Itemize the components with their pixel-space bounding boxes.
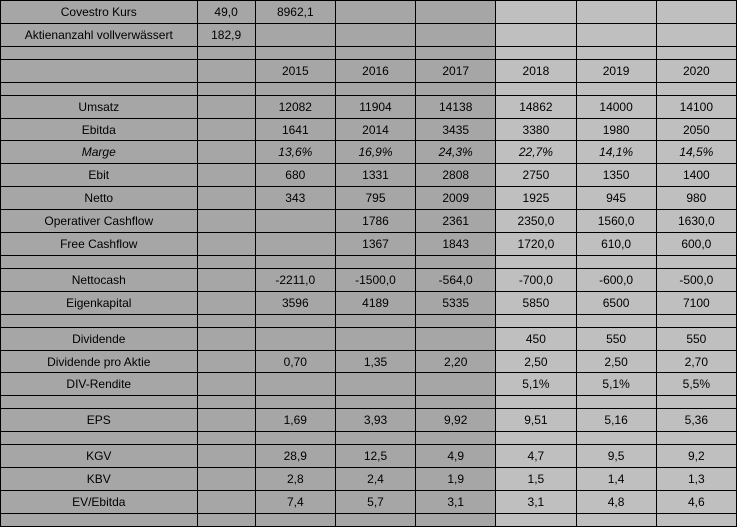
cell-eps-c5[interactable]: 9,51 [496,409,576,432]
row-spacer-6 [1,432,737,445]
cell-kgv-c6[interactable]: 9,5 [576,445,656,468]
cell-ebitda-c4[interactable]: 3435 [416,118,496,141]
cell-dividende-c6[interactable]: 550 [576,327,656,350]
cell-spacer-5-c2[interactable] [255,396,335,409]
row-marge [1,141,737,164]
cell-ebitda-c3[interactable]: 2014 [335,118,415,141]
cell-spacer-1-c6[interactable] [576,46,656,59]
row-kgv [1,445,737,468]
cell-ev-ebitda-c2[interactable]: 7,4 [255,491,335,514]
cell-spacer-5-c7[interactable] [656,396,736,409]
cell-netto-c6[interactable]: 945 [576,187,656,210]
cell-spacer-2-c3[interactable] [335,82,415,95]
row-operativer-cashflow [1,210,737,233]
row-ebit [1,164,737,187]
cell-eigenkapital-c3[interactable]: 4189 [335,291,415,314]
cell-netto-c7[interactable]: 980 [656,187,736,210]
cell-free-cashflow-c0[interactable]: Free Cashflow [1,233,198,256]
cell-aktienanzahl-vollverwaessert-c0[interactable]: Aktienanzahl vollverwässert [1,23,198,46]
cell-netto-c0[interactable]: Netto [1,187,198,210]
row-kbv [1,468,737,491]
cell-spacer-7-c0[interactable] [1,514,198,527]
cell-year-header-c1[interactable] [197,59,255,82]
cell-spacer-1-c4[interactable] [416,46,496,59]
cell-kbv-c5[interactable]: 1,5 [496,468,576,491]
cell-umsatz-c0[interactable]: Umsatz [1,95,198,118]
cell-free-cashflow-c2[interactable] [255,233,335,256]
cell-covestro-kurs-c4[interactable] [416,1,496,24]
cell-covestro-kurs-c1[interactable]: 49,0 [197,1,255,24]
cell-eps-c6[interactable]: 5,16 [576,409,656,432]
cell-free-cashflow-c7[interactable]: 600,0 [656,233,736,256]
cell-kbv-c2[interactable]: 2,8 [255,468,335,491]
row-dividende [1,327,737,350]
cell-spacer-2-c7[interactable] [656,82,736,95]
cell-operativer-cashflow-c7[interactable]: 1630,0 [656,210,736,233]
cell-eps-c2[interactable]: 1,69 [255,409,335,432]
row-eigenkapital [1,291,737,314]
cell-ebit-c6[interactable]: 1350 [576,164,656,187]
cell-ev-ebitda-c3[interactable]: 5,7 [335,491,415,514]
cell-operativer-cashflow-c4[interactable]: 2361 [416,210,496,233]
cell-ev-ebitda-c0[interactable]: EV/Ebitda [1,491,198,514]
cell-div-rendite-c0[interactable]: DIV-Rendite [1,373,198,396]
cell-ebitda-c6[interactable]: 1980 [576,118,656,141]
cell-dividende-c3[interactable] [335,327,415,350]
cell-div-rendite-c7[interactable]: 5,5% [656,373,736,396]
cell-year-header-c7[interactable]: 2020 [656,59,736,82]
cell-covestro-kurs-c5[interactable] [496,1,576,24]
cell-kbv-c3[interactable]: 2,4 [335,468,415,491]
cell-free-cashflow-c4[interactable]: 1843 [416,233,496,256]
cell-spacer-2-c6[interactable] [576,82,656,95]
cell-ebit-c4[interactable]: 2808 [416,164,496,187]
cell-ev-ebitda-c6[interactable]: 4,8 [576,491,656,514]
cell-free-cashflow-c5[interactable]: 1720,0 [496,233,576,256]
cell-umsatz-c6[interactable]: 14000 [576,95,656,118]
cell-spacer-2-c0[interactable] [1,82,198,95]
cell-spacer-3-c3[interactable] [335,255,415,268]
cell-operativer-cashflow-c5[interactable]: 2350,0 [496,210,576,233]
cell-ebitda-c7[interactable]: 2050 [656,118,736,141]
cell-kgv-c2[interactable]: 28,9 [255,445,335,468]
cell-free-cashflow-c3[interactable]: 1367 [335,233,415,256]
cell-dividende-c7[interactable]: 550 [656,327,736,350]
cell-nettocash-c2[interactable]: -2211,0 [255,268,335,291]
cell-free-cashflow-c1[interactable] [197,233,255,256]
cell-div-rendite-c2[interactable] [255,373,335,396]
cell-spacer-4-c5[interactable] [496,314,576,327]
cell-div-rendite-c1[interactable] [197,373,255,396]
cell-ebit-c7[interactable]: 1400 [656,164,736,187]
cell-spacer-3-c2[interactable] [255,255,335,268]
cell-spacer-5-c6[interactable] [576,396,656,409]
cell-spacer-6-c4[interactable] [416,432,496,445]
cell-umsatz-c2[interactable]: 12082 [255,95,335,118]
row-spacer-3 [1,255,737,268]
cell-spacer-6-c6[interactable] [576,432,656,445]
cell-umsatz-c4[interactable]: 14138 [416,95,496,118]
cell-ev-ebitda-c4[interactable]: 3,1 [416,491,496,514]
row-netto [1,187,737,210]
cell-year-header-c2[interactable]: 2015 [255,59,335,82]
cell-year-header-c5[interactable]: 2018 [496,59,576,82]
cell-dividende-pro-aktie-c7[interactable]: 2,70 [656,350,736,373]
cell-spacer-3-c4[interactable] [416,255,496,268]
cell-div-rendite-c6[interactable]: 5,1% [576,373,656,396]
cell-marge-c5[interactable]: 22,7% [496,141,576,164]
cell-umsatz-c3[interactable]: 11904 [335,95,415,118]
cell-eigenkapital-c7[interactable]: 7100 [656,291,736,314]
cell-dividende-pro-aktie-c4[interactable]: 2,20 [416,350,496,373]
cell-spacer-3-c1[interactable] [197,255,255,268]
cell-umsatz-c1[interactable] [197,95,255,118]
cell-ebit-c5[interactable]: 2750 [496,164,576,187]
cell-kbv-c4[interactable]: 1,9 [416,468,496,491]
row-spacer-1 [1,46,737,59]
row-spacer-2 [1,82,737,95]
cell-nettocash-c7[interactable]: -500,0 [656,268,736,291]
cell-dividende-c5[interactable]: 450 [496,327,576,350]
cell-netto-c4[interactable]: 2009 [416,187,496,210]
cell-nettocash-c4[interactable]: -564,0 [416,268,496,291]
cell-year-header-c4[interactable]: 2017 [416,59,496,82]
cell-spacer-6-c1[interactable] [197,432,255,445]
cell-aktienanzahl-vollverwaessert-c3[interactable] [335,23,415,46]
cell-dividende-c0[interactable]: Dividende [1,327,198,350]
row-ebitda [1,118,737,141]
cell-kbv-c1[interactable] [197,468,255,491]
cell-dividende-pro-aktie-c2[interactable]: 0,70 [255,350,335,373]
cell-dividende-pro-aktie-c5[interactable]: 2,50 [496,350,576,373]
cell-kgv-c4[interactable]: 4,9 [416,445,496,468]
cell-covestro-kurs-c6[interactable] [576,1,656,24]
row-covestro-kurs [1,1,737,24]
row-umsatz [1,95,737,118]
cell-ev-ebitda-c7[interactable]: 4,6 [656,491,736,514]
cell-spacer-1-c5[interactable] [496,46,576,59]
cell-ebit-c1[interactable] [197,164,255,187]
cell-netto-c3[interactable]: 795 [335,187,415,210]
cell-aktienanzahl-vollverwaessert-c5[interactable] [496,23,576,46]
cell-spacer-1-c3[interactable] [335,46,415,59]
cell-ebitda-c5[interactable]: 3380 [496,118,576,141]
cell-spacer-7-c7[interactable] [656,514,736,527]
cell-spacer-4-c0[interactable] [1,314,198,327]
cell-operativer-cashflow-c0[interactable]: Operativer Cashflow [1,210,198,233]
cell-netto-c2[interactable]: 343 [255,187,335,210]
cell-dividende-c4[interactable] [416,327,496,350]
cell-spacer-3-c0[interactable] [1,255,198,268]
cell-spacer-7-c5[interactable] [496,514,576,527]
cell-eigenkapital-c0[interactable]: Eigenkapital [1,291,198,314]
cell-dividende-pro-aktie-c1[interactable] [197,350,255,373]
cell-kgv-c5[interactable]: 4,7 [496,445,576,468]
cell-marge-c1[interactable] [197,141,255,164]
cell-operativer-cashflow-c2[interactable] [255,210,335,233]
cell-ebit-c2[interactable]: 680 [255,164,335,187]
cell-aktienanzahl-vollverwaessert-c2[interactable] [255,23,335,46]
cell-spacer-7-c6[interactable] [576,514,656,527]
cell-kgv-c3[interactable]: 12,5 [335,445,415,468]
cell-covestro-kurs-c0[interactable]: Covestro Kurs [1,1,198,24]
cell-spacer-5-c1[interactable] [197,396,255,409]
row-aktienanzahl-vollverwaessert [1,23,737,46]
cell-ebit-c3[interactable]: 1331 [335,164,415,187]
cell-marge-c7[interactable]: 14,5% [656,141,736,164]
cell-aktienanzahl-vollverwaessert-c7[interactable] [656,23,736,46]
cell-umsatz-c5[interactable]: 14862 [496,95,576,118]
row-free-cashflow [1,233,737,256]
row-dividende-pro-aktie [1,350,737,373]
cell-eigenkapital-c1[interactable] [197,291,255,314]
cell-ev-ebitda-c5[interactable]: 3,1 [496,491,576,514]
cell-nettocash-c5[interactable]: -700,0 [496,268,576,291]
cell-spacer-3-c5[interactable] [496,255,576,268]
cell-spacer-5-c5[interactable] [496,396,576,409]
cell-free-cashflow-c6[interactable]: 610,0 [576,233,656,256]
cell-umsatz-c7[interactable]: 14100 [656,95,736,118]
cell-ebitda-c1[interactable] [197,118,255,141]
cell-marge-c0[interactable]: Marge [1,141,198,164]
cell-spacer-2-c1[interactable] [197,82,255,95]
cell-year-header-c0[interactable] [1,59,198,82]
cell-spacer-4-c6[interactable] [576,314,656,327]
cell-dividende-c1[interactable] [197,327,255,350]
cell-eps-c3[interactable]: 3,93 [335,409,415,432]
cell-eigenkapital-c2[interactable]: 3596 [255,291,335,314]
cell-eps-c0[interactable]: EPS [1,409,198,432]
row-spacer-7 [1,514,737,527]
cell-spacer-5-c4[interactable] [416,396,496,409]
cell-operativer-cashflow-c3[interactable]: 1786 [335,210,415,233]
cell-spacer-1-c2[interactable] [255,46,335,59]
cell-ebitda-c2[interactable]: 1641 [255,118,335,141]
cell-spacer-6-c5[interactable] [496,432,576,445]
cell-kbv-c6[interactable]: 1,4 [576,468,656,491]
cell-spacer-4-c2[interactable] [255,314,335,327]
cell-marge-c3[interactable]: 16,9% [335,141,415,164]
cell-spacer-7-c3[interactable] [335,514,415,527]
cell-div-rendite-c5[interactable]: 5,1% [496,373,576,396]
cell-spacer-6-c2[interactable] [255,432,335,445]
cell-eps-c1[interactable] [197,409,255,432]
cell-aktienanzahl-vollverwaessert-c6[interactable] [576,23,656,46]
row-spacer-4 [1,314,737,327]
cell-spacer-4-c7[interactable] [656,314,736,327]
cell-nettocash-c6[interactable]: -600,0 [576,268,656,291]
cell-kgv-c0[interactable]: KGV [1,445,198,468]
cell-div-rendite-c4[interactable] [416,373,496,396]
cell-nettocash-c3[interactable]: -1500,0 [335,268,415,291]
cell-aktienanzahl-vollverwaessert-c1[interactable]: 182,9 [197,23,255,46]
cell-kgv-c1[interactable] [197,445,255,468]
cell-marge-c2[interactable]: 13,6% [255,141,335,164]
cell-eigenkapital-c5[interactable]: 5850 [496,291,576,314]
cell-spacer-2-c2[interactable] [255,82,335,95]
cell-marge-c6[interactable]: 14,1% [576,141,656,164]
cell-ebitda-c0[interactable]: Ebitda [1,118,198,141]
cell-covestro-kurs-c2[interactable]: 8962,1 [255,1,335,24]
cell-netto-c5[interactable]: 1925 [496,187,576,210]
cell-marge-c4[interactable]: 24,3% [416,141,496,164]
row-ev-ebitda [1,491,737,514]
cell-spacer-7-c4[interactable] [416,514,496,527]
cell-nettocash-c0[interactable]: Nettocash [1,268,198,291]
cell-dividende-pro-aktie-c0[interactable]: Dividende pro Aktie [1,350,198,373]
cell-kbv-c7[interactable]: 1,3 [656,468,736,491]
cell-nettocash-c1[interactable] [197,268,255,291]
cell-ev-ebitda-c1[interactable] [197,491,255,514]
cell-div-rendite-c3[interactable] [335,373,415,396]
cell-spacer-7-c1[interactable] [197,514,255,527]
cell-spacer-2-c4[interactable] [416,82,496,95]
cell-operativer-cashflow-c1[interactable] [197,210,255,233]
cell-spacer-6-c0[interactable] [1,432,198,445]
cell-spacer-1-c7[interactable] [656,46,736,59]
cell-spacer-3-c6[interactable] [576,255,656,268]
cell-spacer-6-c7[interactable] [656,432,736,445]
cell-kgv-c7[interactable]: 9,2 [656,445,736,468]
cell-eps-c4[interactable]: 9,92 [416,409,496,432]
cell-eigenkapital-c4[interactable]: 5335 [416,291,496,314]
cell-spacer-4-c3[interactable] [335,314,415,327]
cell-spacer-4-c4[interactable] [416,314,496,327]
cell-spacer-4-c1[interactable] [197,314,255,327]
cell-spacer-5-c0[interactable] [1,396,198,409]
cell-spacer-1-c0[interactable] [1,46,198,59]
cell-kbv-c0[interactable]: KBV [1,468,198,491]
row-year-header [1,59,737,82]
cell-netto-c1[interactable] [197,187,255,210]
cell-covestro-kurs-c3[interactable] [335,1,415,24]
cell-dividende-c2[interactable] [255,327,335,350]
row-nettocash [1,268,737,291]
cell-dividende-pro-aktie-c3[interactable]: 1,35 [335,350,415,373]
cell-eps-c7[interactable]: 5,36 [656,409,736,432]
cell-year-header-c6[interactable]: 2019 [576,59,656,82]
spreadsheet-body [1,1,737,527]
cell-dividende-pro-aktie-c6[interactable]: 2,50 [576,350,656,373]
cell-spacer-1-c1[interactable] [197,46,255,59]
cell-spacer-6-c3[interactable] [335,432,415,445]
cell-covestro-kurs-c7[interactable] [656,1,736,24]
cell-aktienanzahl-vollverwaessert-c4[interactable] [416,23,496,46]
row-div-rendite [1,373,737,396]
cell-operativer-cashflow-c6[interactable]: 1560,0 [576,210,656,233]
cell-spacer-5-c3[interactable] [335,396,415,409]
row-eps [1,409,737,432]
cell-year-header-c3[interactable]: 2016 [335,59,415,82]
cell-spacer-7-c2[interactable] [255,514,335,527]
cell-ebit-c0[interactable]: Ebit [1,164,198,187]
cell-spacer-3-c7[interactable] [656,255,736,268]
cell-eigenkapital-c6[interactable]: 6500 [576,291,656,314]
cell-spacer-2-c5[interactable] [496,82,576,95]
row-spacer-5 [1,396,737,409]
